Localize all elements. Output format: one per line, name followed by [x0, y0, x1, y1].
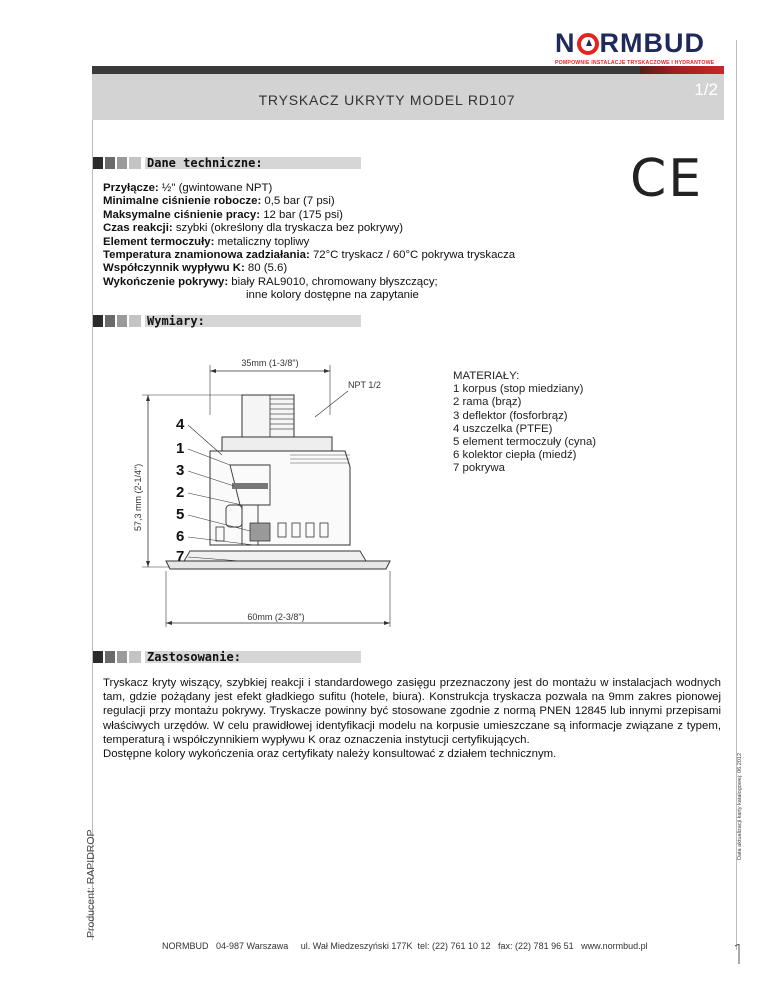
- materials-item: 2 rama (brąz): [453, 396, 522, 409]
- materials-item: 7 pokrywa: [453, 462, 505, 475]
- dim-height-label: 57,3 mm (2-1/4"): [133, 463, 143, 531]
- logo-ring-icon: [577, 33, 599, 55]
- materials-title: MATERIAŁY:: [453, 370, 520, 382]
- application-paragraph: Dostępne kolory wykończenia oraz certyfikaty należy konsultować z działem technicznym.: [103, 748, 557, 761]
- tech-data-list: [103, 182, 515, 303]
- section-title-application: Zastosowanie:: [147, 650, 241, 664]
- footer-company: NORMBUD: [162, 941, 209, 951]
- tech-row: Element termoczuły: metaliczny topliwy: [103, 235, 310, 248]
- header-top-accent: [640, 66, 724, 74]
- callout-6: 6: [176, 528, 185, 545]
- section-header-application: [93, 651, 361, 663]
- footer-fax: fax: (22) 781 96 51: [498, 941, 574, 951]
- footer: [162, 941, 648, 951]
- materials-item: 4 uszczelka (PTFE): [453, 422, 553, 435]
- page-marker-icon: [733, 944, 741, 964]
- tech-row: Minimalne ciśnienie robocze: 0,5 bar (7 psi): [103, 195, 335, 208]
- tech-row: Wykończenie pokrywy: biały RAL9010, chromowany błyszczący;: [103, 275, 438, 288]
- footer-tel: tel: (22) 761 10 12: [417, 941, 491, 951]
- materials-item: 5 element termoczuły (cyna): [453, 436, 597, 449]
- page-title: TRYSKACZ UKRYTY MODEL RD107: [258, 92, 516, 108]
- header-bar: [92, 74, 724, 120]
- application-text: [103, 676, 721, 761]
- application-paragraph: Tryskacz kryty wiszący, szybkiej reakcji i standardowego zasięgu przeznaczony jest do montażu w instalacjach wodnych tam, gdzie pożądany jest efekt gładkiego sufitu (hotele, biura). Konstrukcja tryskacza pozwala na 9mm zakres pionowej regulacji przy montażu pokrywy. Tryskacze powinny być stosowane zgodnie z normą PNEN 12845 lub innymi przepisami właściwych urzędów. W celu prawidłowej identyfikacji modelu na korpusie umieszczane są informacje związane z typem, temperaturą i współczynnikiem wypływu K oraz oznaczenia instytucji certyfikujących.: [103, 677, 721, 746]
- left-border-line: [92, 120, 93, 940]
- footer-address: 04-987 Warszawa: [216, 941, 289, 951]
- producer-label: Producent: RAPIDROP: [85, 829, 97, 938]
- logo-tagline: POMPOWNIE INSTALACJE TRYSKACZOWE I HYDRANTOWE: [555, 60, 715, 66]
- dim-top-label: 35mm (1-3/8"): [241, 358, 299, 368]
- section-header-dimensions: [93, 315, 361, 327]
- footer-street: ul. Wał Miedzeszyński 177K: [300, 941, 413, 951]
- tech-row: Czas reakcji: szybki (określony dla tryskacza bez pokrywy): [103, 222, 404, 235]
- sprinkler-drawing: [130, 355, 430, 635]
- tech-row: Maksymalne ciśnienie pracy: 12 bar (175 psi): [103, 208, 343, 221]
- materials-list: [453, 370, 596, 476]
- dim-bottom-label: 60mm (2-3/8"): [247, 612, 305, 622]
- callout-3: 3: [176, 462, 185, 479]
- company-logo: [555, 30, 725, 66]
- callout-2: 2: [176, 484, 185, 501]
- ce-mark-icon: CE: [630, 149, 704, 209]
- tech-row: Współczynnik wypływu K: 80 (5.6): [103, 262, 288, 275]
- materials-item: 1 korpus (stop miedziany): [453, 383, 584, 396]
- tech-row-continuation: inne kolory dostępne na zapytanie: [246, 289, 419, 302]
- footer-web[interactable]: www.normbud.pl: [581, 941, 648, 951]
- callout-1: 1: [176, 440, 185, 457]
- materials-item: 6 kolektor ciepła (miedź): [453, 449, 577, 462]
- logo-wordmark: N RMBUD: [555, 28, 705, 58]
- tech-row: Przyłącze: ½" (gwintowane NPT): [103, 182, 273, 194]
- dim-thread-label: NPT 1/2: [348, 380, 381, 390]
- materials-item: 3 deflektor (fosforbrąz): [453, 409, 568, 422]
- update-date-label: Data aktualizacji karty katalogowej: 06.2012: [737, 752, 743, 860]
- callout-5: 5: [176, 506, 185, 523]
- tech-row: Temperatura znamionowa zadziałania: 72°C tryskacz / 60°C pokrywa tryskacza: [103, 249, 516, 262]
- callout-7: 7: [176, 548, 185, 565]
- callout-4: 4: [176, 416, 185, 433]
- page-number: 1/2: [694, 80, 718, 99]
- section-title-tech-data: Dane techniczne:: [147, 156, 263, 170]
- header-top-line: [92, 66, 640, 74]
- section-title-dimensions: Wymiary:: [147, 314, 205, 328]
- section-header-tech-data: [93, 157, 361, 169]
